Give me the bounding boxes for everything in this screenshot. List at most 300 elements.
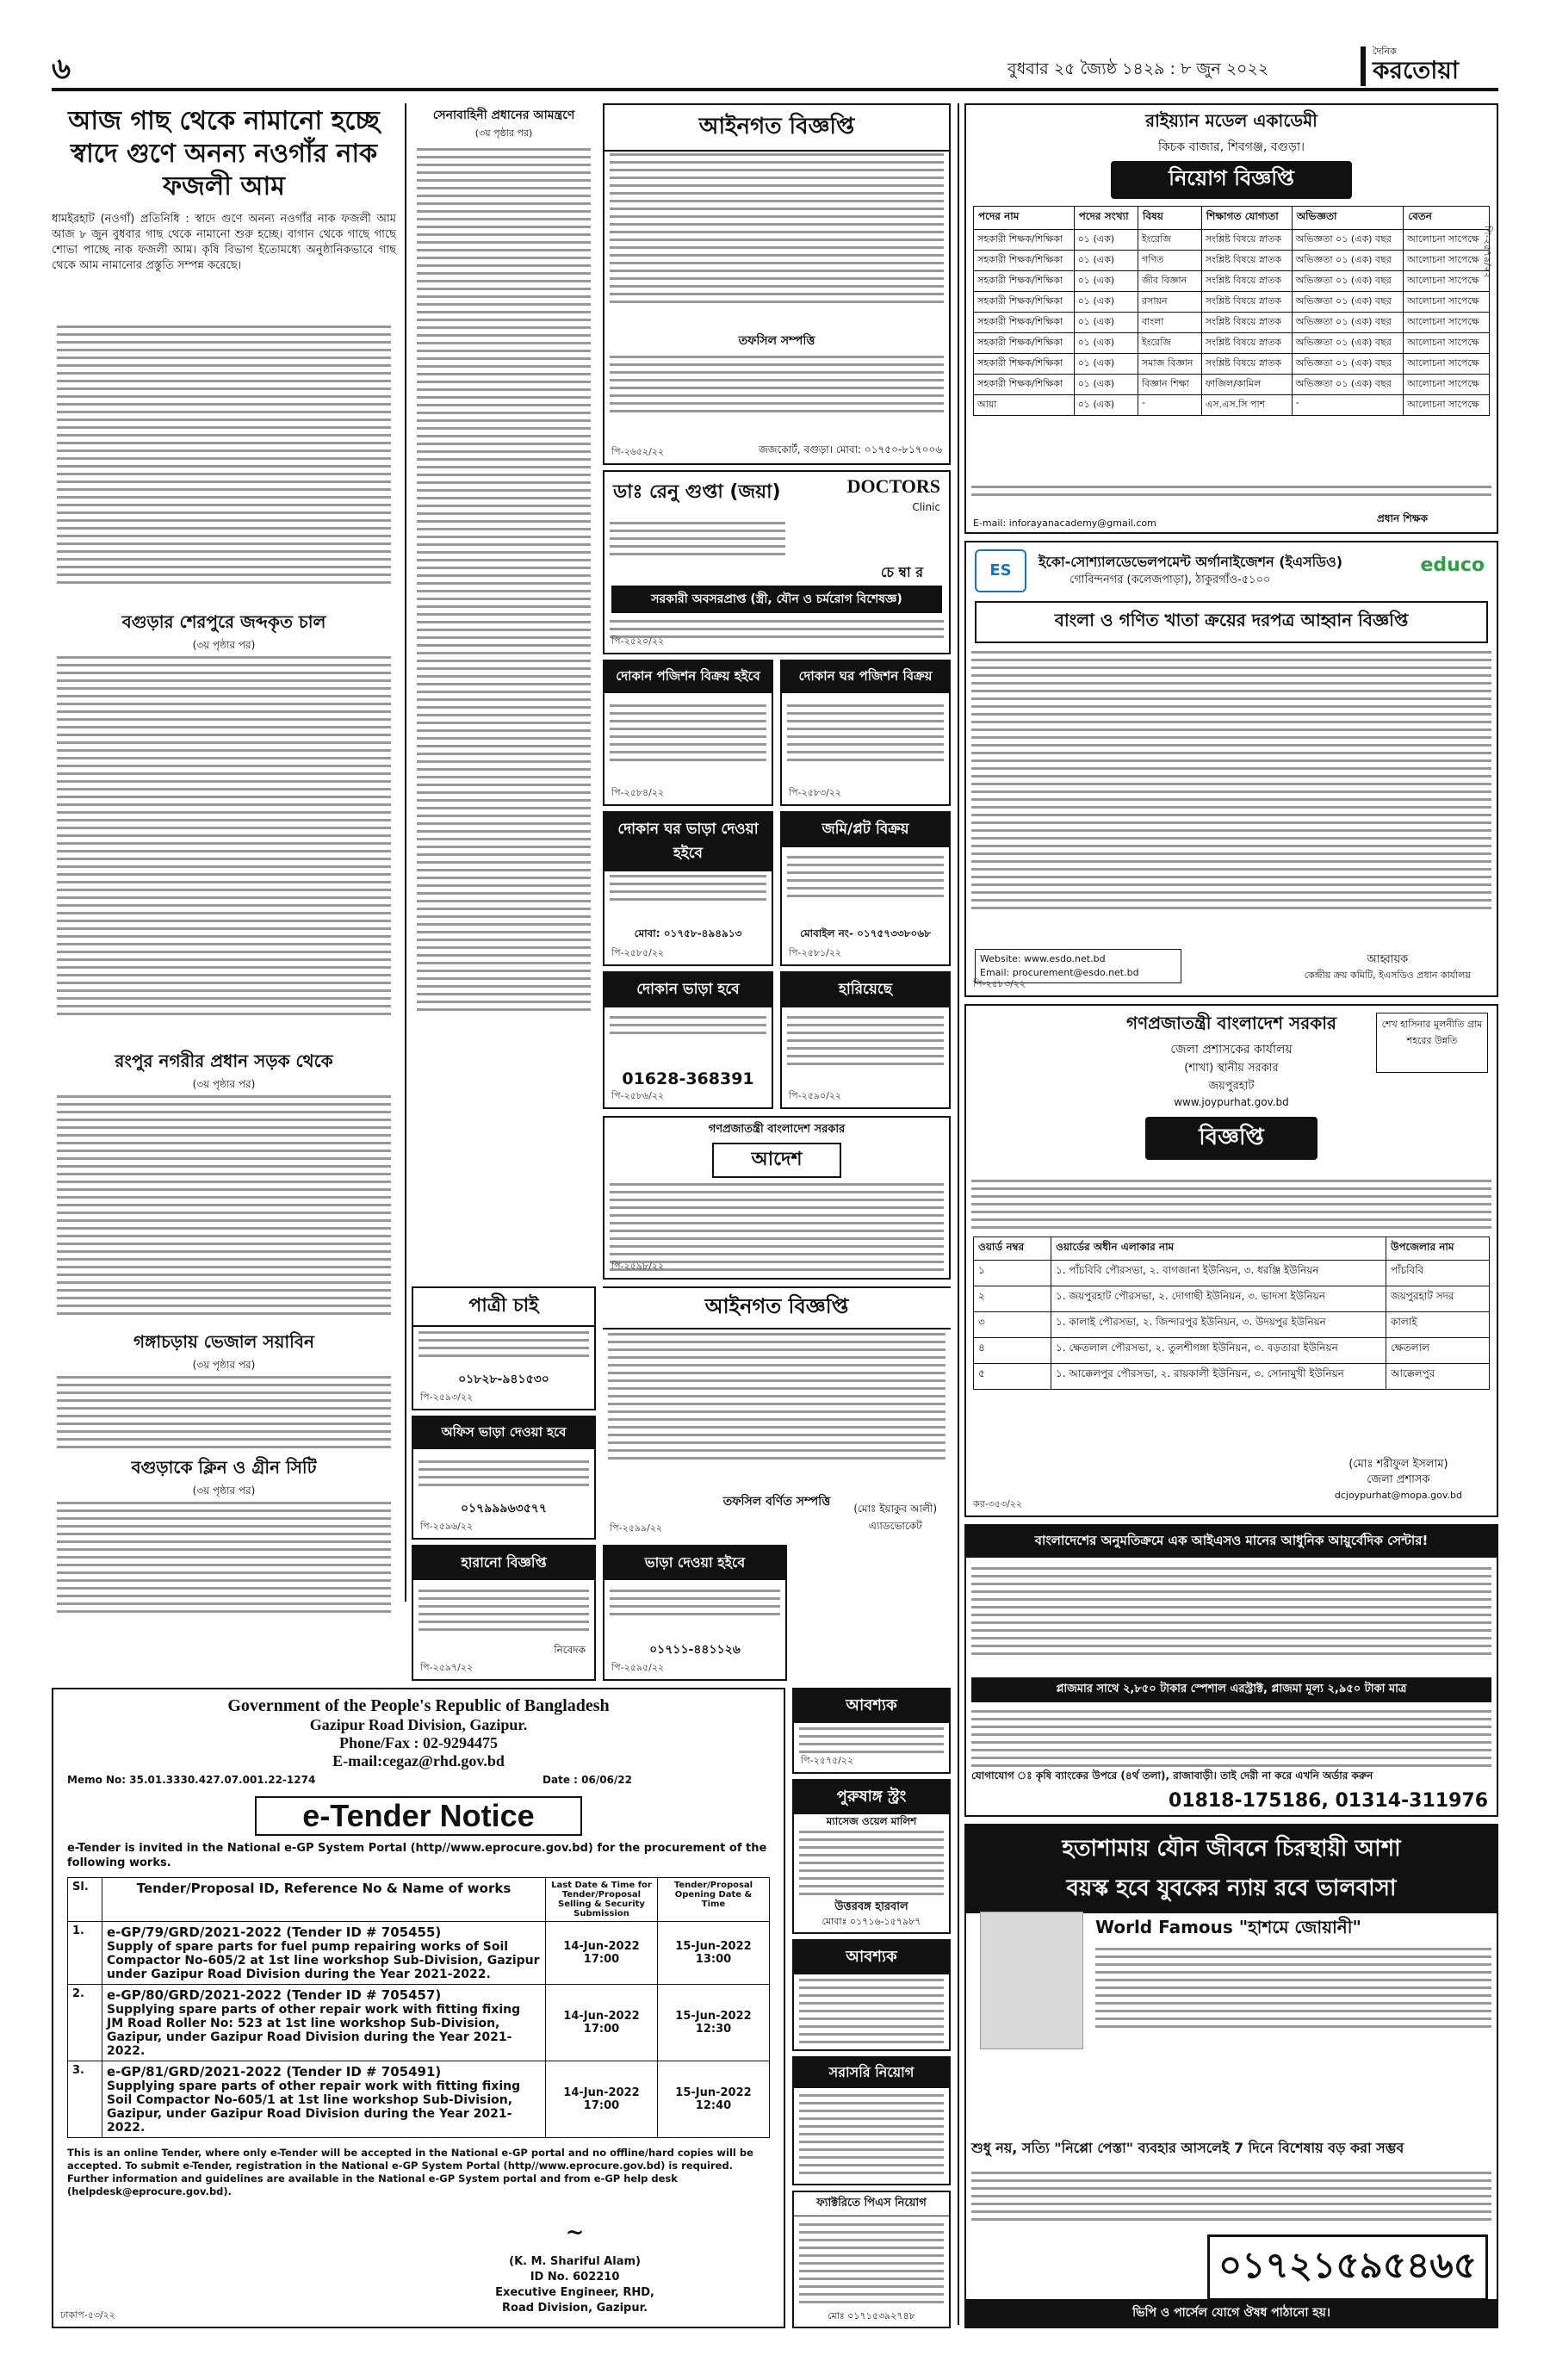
table-cell: ১. আক্কেলপুর পৌরসভা, ২. রায়কালী ইউনিয়ন, ৩. সোনামুখী ইউনিয়ন <box>1051 1364 1386 1390</box>
table-cell: সহকারী শিক্ষক/শিক্ষিকা <box>974 230 1075 251</box>
ad-ref: পি-২৫৯৬/২২ <box>420 1521 474 1532</box>
ayurveda-ad <box>964 1524 1498 1817</box>
table-row <box>974 292 1490 313</box>
text-block <box>57 320 391 589</box>
row-work <box>102 1985 546 2061</box>
notice-sign: জজকোর্ট, বগুড়া। মোবা: ০১৭৫০-৮১৭০০৬ <box>759 443 942 456</box>
table-cell: সহকারী শিক্ষক/শিক্ষিকা <box>974 354 1075 375</box>
table-cell: ০১ (এক) <box>1074 292 1138 313</box>
ad-phone: ০১৭৯৯৯৬৩৫৭৭ <box>460 1502 548 1515</box>
table-cell: ১ <box>974 1261 1051 1286</box>
table-cell: - <box>1292 395 1404 416</box>
text-block <box>971 2166 1491 2226</box>
story-subline: (৩য় পৃষ্ঠার পর) <box>192 1359 256 1371</box>
ad-ref: পি-২৫৯৯/২২ <box>610 1522 663 1534</box>
tender-intro: e-Tender is invited in the National e-GP System Portal (http//www.eprocure.gov.bd) for the procurement of the following works. <box>67 1842 767 1869</box>
jp-table-wrap <box>973 1236 1490 1390</box>
ad-title: দোকান পজিশন বিক্রয় হইবে <box>604 661 772 693</box>
ad-title: সরাসরি নিয়োগ <box>794 2058 949 2088</box>
memo-number: Memo No: 35.01.3330.427.07.001.22-1274 <box>67 1774 316 1786</box>
row-open-date: 15-Jun-2022 13:00 <box>658 1922 770 1985</box>
classified-pharmacy <box>792 2191 951 2328</box>
table-cell: সমাজ বিজ্ঞান <box>1138 354 1202 375</box>
text-block <box>787 699 944 766</box>
ayurveda-contact: যোগাযোগ ঃ কৃষি ব্যাংকের উপরে (৪র্থ তলা), রাজাবাড়ী। তাই দেরী না করে এখনি অর্ডার করুন <box>971 1770 1373 1782</box>
table-cell: সহকারী শিক্ষক/শিক্ষিকা <box>974 375 1075 395</box>
table-row <box>68 1985 770 2061</box>
jp-gov: গণপ্রজাতন্ত্রী বাংলাদেশ সরকার <box>1126 1013 1336 1033</box>
col-header: ওয়ার্ডের অধীন এলাকার নাম <box>1051 1237 1386 1261</box>
text-block <box>610 870 766 906</box>
educo-logo: educo <box>1420 555 1485 576</box>
ad-ref: পি-২৫৮৫/২২ <box>611 947 665 958</box>
ad-phone: মোবাঃ ০১৭১৬-১৫৭৯৮৭ <box>822 1916 921 1927</box>
jp-signature <box>1335 1457 1462 1503</box>
story-headline: বগুড়াকে ক্লিন ও গ্রীন সিটি <box>131 1457 317 1478</box>
table-cell: গণিত <box>1138 251 1202 271</box>
youth-delivery: ভিপি ও পার্সেল যোগে ঔষধ পাঠানো হয়। <box>966 2299 1497 2327</box>
lead-body: ধামইরহাট (নওগাঁ) প্রতিনিধি : স্বাদে গুণে অনন্য নওগাঁর নাক ফজলী আম আজ ৮ জুন বুধবার গাছ থেকে নামানো শুরু হচ্ছে। বাগান থেকে গাছে গাছে শোভা পাচ্ছে নাক ফজলী আম। কৃষি বিভাগ ইতোমধ্যে অনুষ্ঠানিকভাবে গাছ থেকে আম নামানোর প্রস্তুতি সম্পন্ন করেছে। <box>52 213 396 272</box>
ad-title: দোকান ভাড়া হবে <box>604 973 772 1007</box>
col-header: ওয়ার্ড নম্বর <box>974 1237 1051 1261</box>
ad-title: আবশ্যক <box>794 1689 949 1723</box>
tender-desc: Supplying spare parts of other repair work with fitting fixing Soil Compactor No-605/1 at 1st line workshop Sub-Division, Gazipur, under Gazipur Road Division during the Year 2021-2022. <box>107 2079 521 2135</box>
text-block <box>971 1562 1491 1660</box>
esdo-title: বাংলা ও গণিত খাতা ক্রয়ের দরপত্র আহ্বান বিজ্ঞপ্তি <box>975 601 1488 643</box>
story-subline: (৩য় পৃষ্ঠার পর) <box>192 1484 256 1497</box>
ad-ref: পি-২৫২০/২২ <box>611 635 665 647</box>
ad-title: ফ্যাক্টরিতে পিএস নিয়োগ <box>794 2192 949 2216</box>
recruitment-table <box>973 206 1490 416</box>
doctor-name: ডাঃ রেনু গুপ্তা (জয়া) <box>613 481 781 503</box>
table-cell: আয়া <box>974 395 1075 416</box>
ad-phone: 01628-368391 <box>622 1069 754 1088</box>
text-block <box>971 646 1491 914</box>
text-block <box>799 2218 944 2309</box>
youth-footer: শুধু নয়, সত্যি "নিপ্পো পেস্তা" ব্যবহার আসলেই 7 দিনে বিশেষায় বড় করা সম্ভব <box>971 2140 1404 2156</box>
row-open-date: 15-Jun-2022 12:30 <box>658 1985 770 2061</box>
ad-shop: উত্তরবঙ্গ হারবাল <box>834 1900 908 1913</box>
table-cell: জয়পুরহাট সদর <box>1386 1286 1490 1312</box>
table-cell: ৩ <box>974 1312 1051 1338</box>
table-row <box>974 1338 1490 1364</box>
story-subline: (৩য় পৃষ্ঠার পর) <box>192 639 256 651</box>
table-cell: ২ <box>974 1286 1051 1312</box>
ad-ref: পি-২৬৫২/২২ <box>611 446 665 457</box>
clinic-name: DOCTORS <box>846 475 940 497</box>
text-block <box>610 699 766 766</box>
tender-id: e-GP/79/GRD/2021-2022 (Tender ID # 705455) <box>107 1924 442 1940</box>
esdo-org: ইকো-সোশ্যালডেভেলপমেন্ট অর্গানাইজেশন (ইএসডিও) <box>1038 554 1343 570</box>
notice-sign <box>853 1502 937 1536</box>
text-block <box>418 1326 589 1362</box>
table-cell: সংশ্লিষ্ট বিষয়ে স্নাতক <box>1201 313 1292 333</box>
signer-name: (মোঃ ইয়াকুব আলী) <box>853 1503 937 1515</box>
column-rule <box>405 103 406 1602</box>
table-cell: বিজ্ঞান শিক্ষা <box>1138 375 1202 395</box>
row-sl: 1. <box>68 1922 102 1985</box>
story-subline: (৩য় পৃষ্ঠার পর) <box>474 127 533 139</box>
recruitment-title: নিয়োগ বিজ্ঞপ্তি <box>1111 161 1352 199</box>
ad-title: দোকান ঘর পজিশন বিক্রয় <box>782 661 949 693</box>
signer-name: (K. M. Shariful Alam) <box>509 2255 641 2268</box>
signer-id: ID No. 602210 <box>530 2271 620 2284</box>
table-cell: সংশ্লিষ্ট বিষয়ে স্নাতক <box>1201 271 1292 292</box>
youth-brand: World Famous "হাশমে জোয়ানী" <box>1095 1917 1361 1937</box>
table-cell: সংশ্লিষ্ট বিষয়ে স্নাতক <box>1201 354 1292 375</box>
tender-office: Gazipur Road Division, Gazipur. <box>309 1716 528 1733</box>
person-photo <box>980 1912 1083 2049</box>
mujib-logo <box>1376 1013 1488 1073</box>
table-cell: ইংরেজি <box>1138 230 1202 251</box>
table-cell: অভিজ্ঞতা ০১ (এক) বছর <box>1292 354 1404 375</box>
paper-logo <box>1361 46 1498 86</box>
col-header: অভিজ্ঞতা <box>1292 207 1404 230</box>
classified-lost-notice <box>412 1545 596 1681</box>
col-header: পদের নাম <box>974 207 1075 230</box>
table-cell: আলোচনা সাপেক্ষে <box>1404 313 1490 333</box>
price-line: প্লাজমার সাথে ২,৮৫০ টাকার স্পেশাল এরস্ট্রাক্ট, প্লাজমা মূল্য ২,৯৫০ টাকা মাত্র <box>971 1677 1491 1702</box>
table-cell: ক্ষেতলাল <box>1386 1338 1490 1364</box>
esdo-signature <box>1305 952 1471 983</box>
ad-subtitle: ম্যাসেজ ওয়েল মালিশ <box>826 1815 917 1827</box>
classified-massage <box>792 1779 951 1934</box>
col-header: Last Date & Time for Tender/Proposal Selling & Security Submission <box>546 1878 658 1922</box>
table-cell: জীব বিজ্ঞান <box>1138 271 1202 292</box>
text-block <box>971 480 1491 501</box>
table-cell: ০১ (এক) <box>1074 354 1138 375</box>
legal-notice-2 <box>603 1286 951 1540</box>
signer-role: Executive Engineer, RHD, <box>495 2286 654 2299</box>
classified-direct-recruit <box>792 2056 951 2185</box>
academy-email: E-mail: inforayanacademy@gmail.com <box>973 518 1156 529</box>
ad-title: আবশ্যক <box>794 1941 949 1974</box>
memo-line <box>67 1774 770 1794</box>
ad-title: হারিয়েছে <box>782 973 949 1007</box>
ad-title: হারানো বিজ্ঞপ্তি <box>413 1546 594 1580</box>
ad-ref: পি-২৫৮৪/২২ <box>611 787 665 798</box>
ad-title: ভাড়া দেওয়া হইবে <box>604 1546 785 1580</box>
recruitment-table-wrap <box>966 202 1497 419</box>
col-header: শিক্ষাগত যোগ্যতা <box>1201 207 1292 230</box>
schedule-label: তফসিল সম্পত্তি <box>738 334 815 348</box>
esdo-tender <box>964 541 1498 997</box>
table-cell: সহকারী শিক্ষক/শিক্ষিকা <box>974 313 1075 333</box>
ad-ref: পি-২৫৯৭/২২ <box>420 1662 474 1673</box>
col-header: Tender/Proposal Opening Date & Time <box>658 1878 770 1922</box>
doctor-ad <box>603 470 951 654</box>
notice-title: আইনগত বিজ্ঞপ্তি <box>604 105 949 152</box>
esdo-website: Website: www.esdo.net.bd <box>980 953 1106 964</box>
table-cell: ১. ক্ষেতলাল পৌরসভা, ২. তুলশীগঙ্গা ইউনিয়ন, ৩. বড়তারা ইউনিয়ন <box>1051 1338 1386 1364</box>
tender-table <box>67 1877 770 2138</box>
table-cell: আক্কেলপুর <box>1386 1364 1490 1390</box>
table-cell: ০১ (এক) <box>1074 271 1138 292</box>
text-block <box>971 1705 1491 1772</box>
text-block <box>787 1011 944 1070</box>
signature-scribble: ~ <box>565 2220 585 2246</box>
row-open-date: 15-Jun-2022 12:40 <box>658 2061 770 2138</box>
ad-phone: মোবা: ০১৭৫৮-৪৯৪৯১৩ <box>634 927 742 939</box>
table-row <box>974 395 1490 416</box>
text-block <box>971 1175 1491 1234</box>
col-header: বেতন <box>1404 207 1490 230</box>
tender-footer-note: This is an online Tender, where only e-Tender will be accepted in the National e-GP portal and no offline/hard copies will be accepted. To submit e-Tender, registration in the National e-GP System Portal (http//www.eprocure.gov.bd) is required. Further information and guidelines are available in the National e-GP System portal and from e-GP help desk (helpdesk@eprocure.gov.bd). <box>67 2147 753 2197</box>
tender-title: e-Tender Notice <box>255 1796 582 1836</box>
classified-shop-position <box>780 660 951 806</box>
table-cell: সংশ্লিষ্ট বিষয়ে স্নাতক <box>1201 230 1292 251</box>
table-cell: পাঁচবিবি <box>1386 1261 1490 1286</box>
tender-gov: Government of the People's Republic of Bangladesh <box>227 1696 610 1715</box>
ad-phone: ০১৮২৮-৯৪১৫৩০ <box>458 1373 549 1386</box>
date-line: বুধবার ২৫ জ্যৈষ্ঠ ১৪২৯ : ৮ জুন ২০২২ <box>1008 59 1269 78</box>
text-block <box>610 148 944 308</box>
table-cell: আলোচনা সাপেক্ষে <box>1404 354 1490 375</box>
table-cell: অভিজ্ঞতা ০১ (এক) বছর <box>1292 333 1404 354</box>
text-block <box>608 1328 946 1465</box>
ad-ref: কর-৩৫৩/২২ <box>973 1498 1023 1509</box>
classified-office-rent <box>412 1416 596 1540</box>
ad-ref: পি-২৫৯৩/২২ <box>420 1391 474 1403</box>
row-last-date: 14-Jun-2022 17:00 <box>546 1922 658 1985</box>
table-cell: আলোচনা সাপেক্ষে <box>1404 251 1490 271</box>
table-cell: এস.এস.সি পাশ <box>1201 395 1292 416</box>
table-cell: আলোচনা সাপেক্ষে <box>1404 271 1490 292</box>
table-row <box>974 230 1490 251</box>
tender-id: e-GP/81/GRD/2021-2022 (Tender ID # 705491) <box>107 2064 442 2079</box>
story-subline: (৩য় পৃষ্ঠার পর) <box>192 1078 256 1090</box>
academy-recruitment <box>964 103 1498 534</box>
ad-ref: পি-২৫৮১/২২ <box>789 947 842 958</box>
signer-role: জেলা প্রশাসক <box>1367 1473 1430 1486</box>
table-cell: অভিজ্ঞতা ০১ (এক) বছর <box>1292 271 1404 292</box>
ward-table <box>973 1236 1490 1390</box>
text-block <box>610 1584 780 1621</box>
table-row <box>974 1312 1490 1338</box>
table-cell: বাংলা <box>1138 313 1202 333</box>
e-tender-notice <box>52 1688 785 2328</box>
table-cell: ০১ (এক) <box>1074 251 1138 271</box>
text-block <box>610 1011 766 1039</box>
text-block <box>1095 1943 1491 2033</box>
ad-ref: পি-২৫৭৫/২২ <box>801 1755 854 1766</box>
row-sl: 2. <box>68 1985 102 2061</box>
ad-ref: ঢাকাপ-৫৩/২২ <box>60 2309 116 2321</box>
table-row <box>974 251 1490 271</box>
table-cell: আলোচনা সাপেক্ষে <box>1404 375 1490 395</box>
tender-email: E-mail:cegaz@rhd.gov.bd <box>332 1752 505 1770</box>
table-row <box>974 313 1490 333</box>
signer-name: আহ্বায়ক <box>1367 953 1409 966</box>
classified-shop-rent-2 <box>603 971 773 1109</box>
classified-bride-wanted <box>412 1286 596 1410</box>
table-row <box>974 1364 1490 1390</box>
youth-ad <box>964 1824 1498 2328</box>
table-cell: ০১ (এক) <box>1074 313 1138 333</box>
ad-ref: পি-২৫৯৫/২২ <box>611 1662 665 1673</box>
table-cell: সংশ্লিষ্ট বিষয়ে স্নাতক <box>1201 251 1292 271</box>
table-cell: ০১ (এক) <box>1074 375 1138 395</box>
ad-phone: মোবাইল নং- ০১৭৫৭৩৩৮০৬৮ <box>800 927 931 939</box>
ad-ref: পি-২৫৯০/২২ <box>789 1090 842 1101</box>
classified-wanted-1 <box>792 1688 951 1774</box>
story-headline: বগুড়ার শেরপুরে জব্দকৃত চাল <box>121 611 326 632</box>
table-cell: ১. কালাই পৌরসভা, ২. জিন্দারপুর ইউনিয়ন, ৩. উদয়পুর ইউনিয়ন <box>1051 1312 1386 1338</box>
tender-desc: Supplying spare parts of other repair work with fitting fixing JM Road Roller No: 523 at 1st line workshop Sub-Division, Gazipur, under Gazipur Road Division during the Year 2021-2022. <box>107 2003 521 2058</box>
classified-shop-rent <box>603 811 773 966</box>
table-cell: ১. জয়পুরহাট পৌরসভা, ২. দোগাছী ইউনিয়ন, ৩. ভাদসা ইউনিয়ন <box>1051 1286 1386 1312</box>
ad-title: জমি/প্লট বিক্রয় <box>782 813 949 847</box>
table-row <box>974 375 1490 395</box>
text-block <box>417 143 591 1016</box>
jp-email: dcjoypurhat@mopa.gov.bd <box>1334 1490 1462 1501</box>
ad-title: পাত্রী চাই <box>413 1288 594 1327</box>
text-block <box>57 1497 391 1618</box>
story-bogura-green <box>52 1455 396 1645</box>
table-cell: আলোচনা সাপেক্ষে <box>1404 395 1490 416</box>
jp-slogan: শেখ হাসিনার মূলনীতি গ্রাম শহরের উন্নতি <box>1381 1019 1483 1046</box>
table-cell: ০১ (এক) <box>1074 333 1138 354</box>
table-row <box>68 2061 770 2138</box>
schedule-label: তফসিল বর্ণিত সম্পত্তি <box>722 1495 831 1509</box>
text-block <box>57 1371 391 1453</box>
table-cell: আলোচনা সাপেক্ষে <box>1404 230 1490 251</box>
govt-order <box>603 1116 951 1280</box>
story-headline: গঙ্গাচড়ায় ভেজাল সয়াবিন <box>133 1331 314 1352</box>
ad-title: পুরুষাঙ্গ স্ট্রং <box>794 1781 949 1814</box>
text-block <box>799 1974 944 2048</box>
story-army <box>412 105 596 1280</box>
memo-date: Date : 06/06/22 <box>542 1774 632 1786</box>
ad-ref: পি-২৫৮৩/২২ <box>789 787 842 798</box>
signer-office: Road Division, Gazipur. <box>502 2302 648 2315</box>
table-cell: রসায়ন <box>1138 292 1202 313</box>
ad-ref: পি-২৫৮৩/২২ <box>973 978 1026 989</box>
legal-notice-1 <box>603 103 951 465</box>
story-headline: সেনাবাহিনী প্রধানের আমন্ত্রণে <box>432 108 575 122</box>
table-cell: ৪ <box>974 1338 1051 1364</box>
classified-shop-sale <box>603 660 773 806</box>
text-block <box>418 1455 589 1491</box>
table-cell: অভিজ্ঞতা ০১ (এক) বছর <box>1292 292 1404 313</box>
tender-table-wrap <box>53 1870 784 2145</box>
ad-ref: পি-২৫৭৯/২২ <box>1482 226 1493 279</box>
table-cell: অভিজ্ঞতা ০১ (এক) বছর <box>1292 230 1404 251</box>
ad-ref: পি-২৫৯৮/২২ <box>611 1261 665 1272</box>
classified-rent-2 <box>603 1545 787 1681</box>
tender-signature <box>495 2220 654 2316</box>
clinic-sub: Clinic <box>912 501 940 513</box>
text-block <box>57 651 391 1020</box>
youth-phone: ০১৭২১৫৯৫৪৬৫ <box>1207 2234 1488 2301</box>
classified-land-sale <box>780 811 951 966</box>
row-sl: 3. <box>68 2061 102 2138</box>
table-row <box>974 1261 1490 1286</box>
table-cell: সহকারী শিক্ষক/শিক্ষিকা <box>974 292 1075 313</box>
story-rangpur <box>52 1049 396 1324</box>
academy-signer: প্রধান শিক্ষক <box>1376 512 1428 524</box>
clinic-brand <box>847 475 940 514</box>
chamber-label: চে ম্বা র <box>880 564 923 580</box>
ad-ref: পি-২৫৮৬/২২ <box>611 1090 665 1101</box>
col-header: Sl. <box>68 1878 102 1922</box>
academy-place: কিচক বাজার, শিবগঞ্জ, বগুড়া। <box>1157 140 1305 154</box>
row-work <box>102 2061 546 2138</box>
classified-lost <box>780 971 951 1109</box>
text-block <box>799 1825 944 1900</box>
row-last-date: 14-Jun-2022 17:00 <box>546 2061 658 2138</box>
signer-name: (মোঃ শরীফুল ইসলাম) <box>1348 1458 1448 1471</box>
column-rule <box>958 103 959 2325</box>
jp-office: জেলা প্রশাসকের কার্যালয় <box>1170 1043 1293 1057</box>
col-header: পদের সংখ্যা <box>1074 207 1138 230</box>
youth-headline-2: বয়স্ক হবে যুবকের ন্যায় রবে ভালবাসা <box>966 1869 1497 1913</box>
text-block <box>610 350 944 418</box>
col-header: বিষয় <box>1138 207 1202 230</box>
table-cell: আলোচনা সাপেক্ষে <box>1404 292 1490 313</box>
table-cell: ৫ <box>974 1364 1051 1390</box>
table-cell: ০১ (এক) <box>1074 230 1138 251</box>
tender-desc: Supply of spare parts for fuel pump repairing works of Soil Compactor No-605/2 at 1st line workshop Sub-Division, Gazipur under Gazipur Road Division during the Year 2021-2022. <box>107 1940 540 1981</box>
order-gov: গণপ্রজাতন্ত্রী বাংলাদেশ সরকার <box>708 1123 846 1136</box>
tender-id: e-GP/80/GRD/2021-2022 (Tender ID # 705457) <box>107 1987 442 2003</box>
table-row <box>974 333 1490 354</box>
ad-phone: মোঃ ০১৭১৫৩৯২৭৪৮ <box>828 2310 915 2321</box>
jp-city: জয়পুরহাট <box>1208 1080 1255 1093</box>
row-work <box>102 1922 546 1985</box>
text-block <box>787 851 944 902</box>
classified-wanted-2 <box>792 1939 951 2051</box>
table-cell: সহকারী শিক্ষক/শিক্ষিকা <box>974 333 1075 354</box>
joypurhat-notice <box>964 1004 1498 1517</box>
table-row <box>974 271 1490 292</box>
col-header: Tender/Proposal ID, Reference No & Name of works <box>102 1878 546 1922</box>
jp-web: www.joypurhat.gov.bd <box>1174 1096 1289 1108</box>
signer-role: এ্যাডভোকেট <box>868 1520 922 1532</box>
ad-sign: নিবেদক <box>554 1644 586 1656</box>
jp-title: বিজ্ঞপ্তি <box>1145 1117 1318 1160</box>
text-block <box>610 517 785 561</box>
col-header: উপজেলার নাম <box>1386 1237 1490 1261</box>
masthead <box>52 43 1498 91</box>
doctor-tag: সরকারী অবসরপ্রাপ্ত (স্ত্রী, যৌন ও চর্মরোগ বিশেষজ্ঞ) <box>611 586 942 613</box>
story-headline: রংপুর নগরীর প্রধান সড়ক থেকে <box>115 1051 333 1071</box>
lead-headline: আজ গাছ থেকে নামানো হচ্ছে স্বাদে গুণে অনন্য নওগাঁর নাক ফজলী আম <box>68 106 380 201</box>
tender-phone: Phone/Fax : 02-9294475 <box>339 1734 498 1751</box>
table-cell: ইংরেজি <box>1138 333 1202 354</box>
table-cell: সংশ্লিষ্ট বিষয়ে স্নাতক <box>1201 292 1292 313</box>
table-cell: সংশ্লিষ্ট বিষয়ে স্নাতক <box>1201 333 1292 354</box>
table-row <box>974 1286 1490 1312</box>
table-cell: অভিজ্ঞতা ০১ (এক) বছর <box>1292 313 1404 333</box>
jp-office2: (শাখা) স্থানীয় সরকার <box>1184 1062 1279 1075</box>
order-title: আদেশ <box>712 1143 841 1178</box>
story-sherpur <box>52 610 396 1044</box>
ad-title: দোকান ঘর ভাড়া দেওয়া হইবে <box>604 813 772 871</box>
signer-role: কেন্দ্রীয় ক্রয় কমিটি, ইএসডিও প্রধান কার্যালয় <box>1304 970 1471 981</box>
table-cell: কালাই <box>1386 1312 1490 1338</box>
ad-title: অফিস ভাড়া দেওয়া হবে <box>413 1417 594 1449</box>
table-cell: ১. পাঁচবিবি পৌরসভা, ২. বাগজানা ইউনিয়ন, ৩. ধরঞ্জি ইউনিয়ন <box>1051 1261 1386 1286</box>
paper-name: করতোয়া <box>1373 56 1459 84</box>
esdo-logo-icon: ES <box>975 549 1026 592</box>
page-number: ৬ <box>52 52 71 86</box>
text-block <box>57 1090 391 1320</box>
text-block <box>418 1584 589 1636</box>
table-cell: সহকারী শিক্ষক/শিক্ষিকা <box>974 251 1075 271</box>
text-block <box>799 2089 944 2179</box>
table-cell: ০১ (এক) <box>1074 395 1138 416</box>
